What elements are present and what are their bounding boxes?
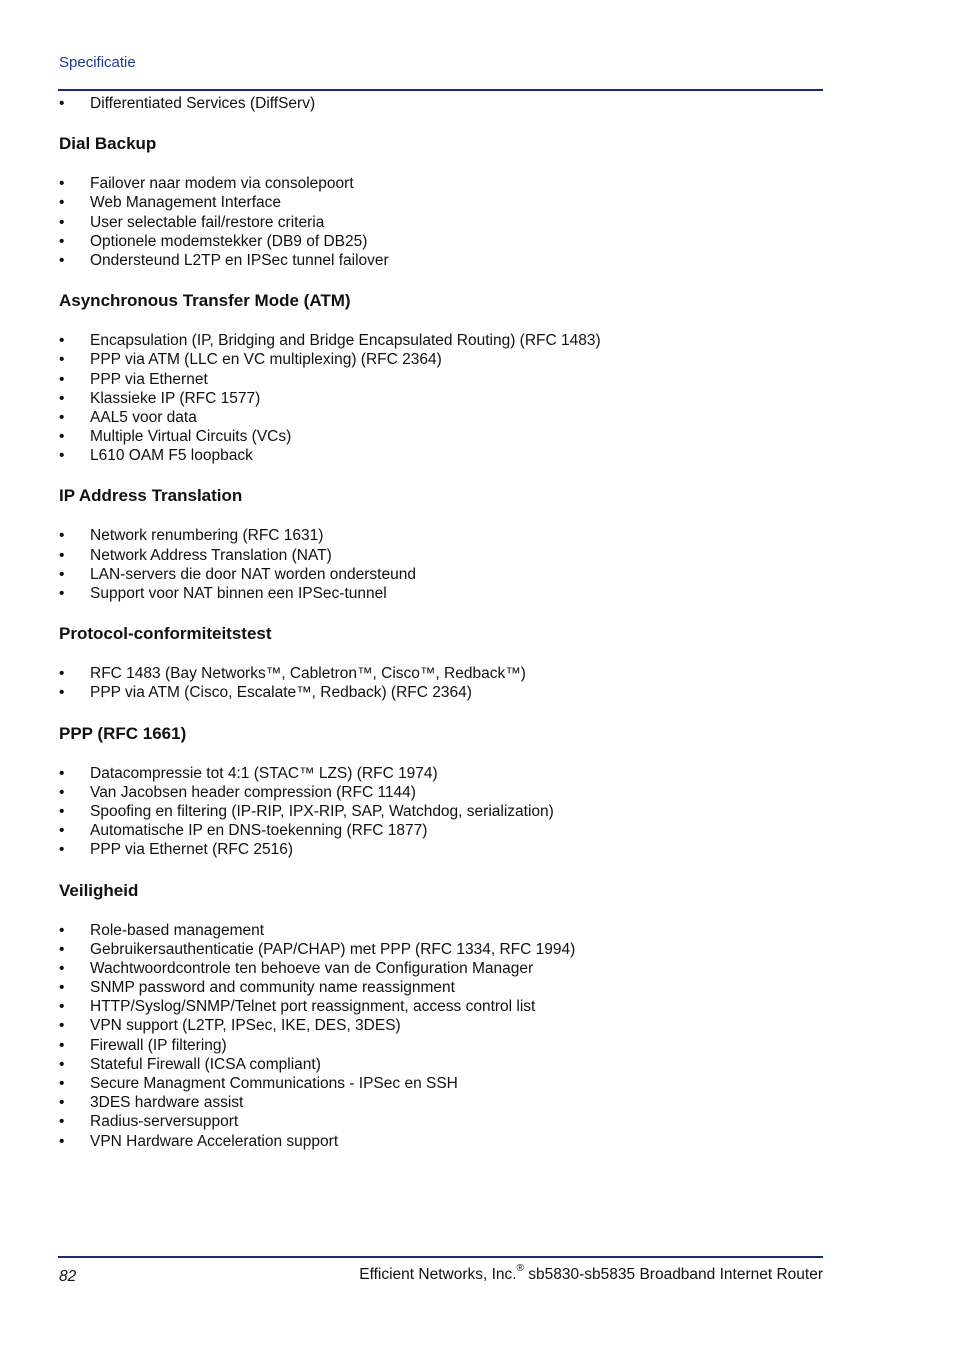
spacer	[59, 703, 829, 724]
section-heading: IP Address Translation	[59, 486, 243, 506]
list-item-text: Stateful Firewall (ICSA compliant)	[90, 1055, 321, 1073]
bullet-icon: •	[59, 585, 65, 602]
footer-page-number: 82	[59, 1268, 77, 1285]
list-item-text: PPP via Ethernet (RFC 2516)	[90, 841, 294, 859]
bullet-icon: •	[59, 979, 65, 997]
bullet-icon: •	[59, 665, 65, 683]
bullet-icon: •	[59, 527, 65, 545]
list-item-text: Automatische IP en DNS-toekenning (RFC 1877)	[90, 822, 428, 840]
spacer	[59, 154, 829, 174]
bullet-icon: •	[59, 841, 65, 859]
list-item-text: VPN support (L2TP, IPSec, IKE, DES, 3DES)	[90, 1017, 401, 1035]
list-item	[59, 427, 829, 446]
section-heading: Asynchronous Transfer Mode (ATM)	[59, 291, 351, 311]
list-item	[59, 959, 829, 978]
footer-title	[359, 1265, 823, 1284]
list-item-text: PPP via ATM (Cisco, Escalate™, Redback) (RFC 2364)	[90, 684, 472, 702]
list-item	[59, 213, 829, 232]
list-item-text: Van Jacobsen header compression (RFC 1144)	[90, 783, 416, 801]
list-item-text: Failover naar modem via consolepoort	[90, 175, 354, 193]
bullet-icon: •	[59, 175, 65, 193]
section-list	[59, 664, 829, 702]
bullet-icon: •	[59, 408, 65, 426]
list-item-text: Firewall (IP filtering)	[90, 1036, 227, 1054]
section-list	[59, 331, 829, 465]
bullet-icon: •	[59, 1094, 65, 1112]
list-item-text: Klassieke IP (RFC 1577)	[90, 389, 261, 407]
spacer	[59, 860, 829, 881]
list-item-text: Support voor NAT binnen een IPSec-tunnel	[90, 585, 387, 602]
list-item	[59, 370, 829, 389]
document-body	[59, 94, 829, 1151]
bullet-icon: •	[59, 332, 65, 350]
list-item	[59, 193, 829, 212]
bullet-icon: •	[59, 1055, 65, 1073]
list-item-text: RFC 1483 (Bay Networks™, Cabletron™, Cisco™, Redback™)	[90, 665, 526, 683]
list-item-text: Optionele modemstekker (DB9 of DB25)	[90, 232, 368, 250]
footer-rule	[58, 1256, 823, 1258]
spacer	[59, 113, 829, 134]
bullet-icon: •	[59, 921, 65, 939]
bullet-icon: •	[59, 959, 65, 977]
list-item	[59, 389, 829, 408]
list-item	[59, 978, 829, 997]
list-item	[59, 174, 829, 193]
bullet-icon: •	[59, 684, 65, 702]
list-item	[59, 1074, 829, 1093]
spacer	[59, 311, 829, 331]
bullet-icon: •	[59, 1132, 65, 1150]
list-item-text: User selectable fail/restore criteria	[90, 213, 325, 231]
list-item	[59, 1112, 829, 1131]
footer-product: sb5830-sb5835 Broadband Internet Router	[523, 1266, 823, 1284]
list-item-text: SNMP password and community name reassignment	[90, 979, 455, 997]
spacer	[59, 603, 829, 624]
section-heading: Veiligheid	[59, 880, 139, 900]
list-item-text: PPP via Ethernet	[90, 370, 208, 388]
list-item-text: Web Management Interface	[90, 194, 281, 212]
list-item	[59, 446, 829, 465]
list-item	[59, 232, 829, 251]
bullet-icon: •	[59, 370, 65, 388]
list-item	[59, 1036, 829, 1055]
section-list	[59, 764, 829, 860]
bullet-icon: •	[59, 1036, 65, 1054]
sections-container	[59, 113, 829, 1151]
list-item	[59, 821, 829, 840]
list-item-text: Radius-serversupport	[90, 1113, 239, 1131]
bullet-icon: •	[59, 428, 65, 446]
list-item-text: Gebruikersauthenticatie (PAP/CHAP) met PPP (RFC 1334, RFC 1994)	[90, 940, 576, 958]
spacer	[59, 270, 829, 291]
bullet-icon: •	[59, 940, 65, 958]
bullet-icon: •	[59, 194, 65, 212]
list-item	[59, 1016, 829, 1035]
list-item	[59, 94, 829, 113]
list-item-text: Spoofing en filtering (IP-RIP, IPX-RIP, SAP, Watchdog, serialization)	[90, 802, 554, 820]
bullet-icon: •	[59, 213, 65, 231]
list-item-text: Datacompressie tot 4:1 (STAC™ LZS) (RFC 1974)	[90, 764, 438, 782]
list-item	[59, 1093, 829, 1112]
list-item-text: Network renumbering (RFC 1631)	[90, 527, 324, 545]
list-item-text: Differentiated Services (DiffServ)	[90, 95, 316, 112]
section-heading: Protocol-conformiteitstest	[59, 624, 272, 644]
section-heading: PPP (RFC 1661)	[59, 723, 187, 743]
spacer	[59, 901, 829, 921]
section-heading: Dial Backup	[59, 134, 157, 154]
list-item-text: HTTP/Syslog/SNMP/Telnet port reassignment, access control list	[90, 998, 536, 1016]
list-item-text: PPP via ATM (LLC en VC multiplexing) (RFC 2364)	[90, 351, 442, 369]
bullet-icon: •	[59, 351, 65, 369]
list-item	[59, 802, 829, 821]
list-item	[59, 331, 829, 350]
page-header-label: Specificatie	[59, 54, 136, 71]
bullet-icon: •	[59, 1017, 65, 1035]
bullet-icon: •	[59, 822, 65, 840]
list-item	[59, 921, 829, 940]
bullet-icon: •	[59, 232, 65, 250]
section-list	[59, 921, 829, 1151]
list-item-text: Ondersteund L2TP en IPSec tunnel failover	[90, 251, 389, 269]
list-item	[59, 584, 829, 603]
list-item-text: Network Address Translation (NAT)	[90, 546, 332, 564]
list-item	[59, 783, 829, 802]
spacer	[59, 506, 829, 526]
bullet-icon: •	[59, 546, 65, 564]
bullet-icon: •	[59, 1075, 65, 1092]
intro-list	[59, 94, 829, 113]
list-item-text: L610 OAM F5 loopback	[90, 447, 253, 465]
spacer	[59, 644, 829, 664]
section-list	[59, 174, 829, 270]
list-item-text: LAN-servers die door NAT worden ondersteund	[90, 565, 416, 583]
list-item	[59, 408, 829, 427]
list-item	[59, 940, 829, 959]
bullet-icon: •	[59, 764, 65, 782]
list-item-text: VPN Hardware Acceleration support	[90, 1132, 339, 1150]
list-item	[59, 565, 829, 584]
bullet-icon: •	[59, 95, 65, 112]
list-item	[59, 546, 829, 565]
bullet-icon: •	[59, 251, 65, 269]
bullet-icon: •	[59, 447, 65, 465]
bullet-icon: •	[59, 565, 65, 583]
list-item	[59, 764, 829, 783]
registered-mark: ®	[516, 1263, 524, 1274]
header-rule	[58, 89, 823, 91]
bullet-icon: •	[59, 998, 65, 1016]
list-item-text: 3DES hardware assist	[90, 1094, 244, 1112]
list-item-text: Encapsulation (IP, Bridging and Bridge Encapsulated Routing) (RFC 1483)	[90, 332, 601, 350]
list-item-text: AAL5 voor data	[90, 408, 197, 426]
list-item-text: Secure Managment Communications - IPSec en SSH	[90, 1075, 458, 1092]
list-item	[59, 1132, 829, 1151]
list-item-text: Wachtwoordcontrole ten behoeve van de Configuration Manager	[90, 959, 534, 977]
bullet-icon: •	[59, 1113, 65, 1131]
list-item-text: Multiple Virtual Circuits (VCs)	[90, 428, 292, 446]
spacer	[59, 465, 829, 486]
footer-company: Efficient Networks, Inc.	[359, 1266, 517, 1284]
list-item-text: Role-based management	[90, 921, 265, 939]
list-item	[59, 997, 829, 1016]
section-list	[59, 526, 829, 603]
list-item	[59, 840, 829, 859]
bullet-icon: •	[59, 802, 65, 820]
bullet-icon: •	[59, 783, 65, 801]
spacer	[59, 744, 829, 764]
list-item	[59, 683, 829, 702]
bullet-icon: •	[59, 389, 65, 407]
list-item	[59, 664, 829, 683]
list-item	[59, 1055, 829, 1074]
list-item	[59, 251, 829, 270]
list-item	[59, 526, 829, 545]
list-item	[59, 350, 829, 369]
